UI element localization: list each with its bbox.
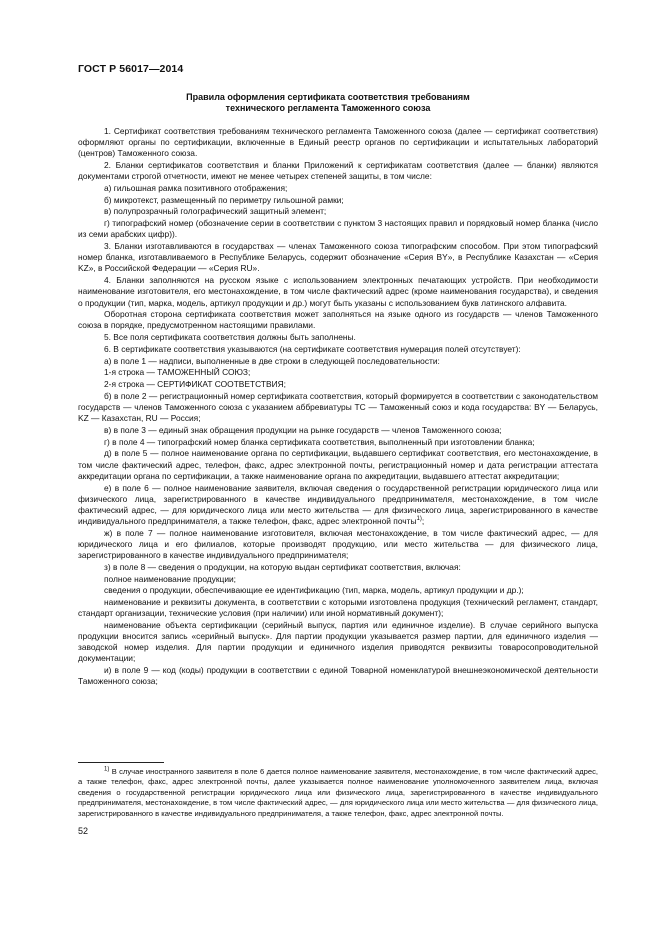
paragraph: наименование объекта сертификации (серийный выпуск, партия или единичное изделие). В случае серийного выпуска продукции вносится запись «серийный выпуск». Для партии продукции указывается размер партии, для единичного изделия — заводской номер изделия. Для партии продукции и единичного изделия приводятся реквизиты товаросопроводительной документации;: [78, 619, 598, 664]
paragraph: 3. Бланки изготавливаются в государствах — членах Таможенного союза типографским способом. При этом типографский номер бланка, изготавливаемого в Республике Беларусь, содержит обозначение «Серия BY», в Республике Казахстан — «Серия KZ», в Российской Федерации — «Серия RU».: [78, 241, 598, 274]
body-text: [78, 126, 598, 688]
title-line-2: технического регламента Таможенного союза: [225, 103, 431, 113]
footnote-reference[interactable]: 1): [416, 516, 422, 523]
paragraph: и) в поле 9 — код (коды) продукции в соответствии с единой Товарной номенклатурой внешнеэкономической деятельности Таможенного союза;: [78, 665, 598, 687]
document-code: ГОСТ Р 56017—2014: [78, 63, 184, 75]
paragraph: г) типографский номер (обозначение серии в соответствии с пунктом 3 настоящих правил и порядковый номер бланка (число из семи арабских цифр)).: [78, 218, 598, 240]
paragraph: 1. Сертификат соответствия требованиям технического регламента Таможенного союза (далее — сертификат соответствия) оформляют органы по сертификации, включенные в Единый реестр органов по сертификации и испытательных лабораторий (центров) Таможенного союза.: [78, 126, 598, 159]
paragraph: Оборотная сторона сертификата соответствия может заполняться на языке одного из государств — членов Таможенного союза в порядке, предусмотренном настоящими правилами.: [78, 309, 598, 331]
paragraph: 6. В сертификате соответствия указываются (на сертификате соответствия нумерация полей отсутствует):: [104, 343, 521, 354]
paragraph: ж) в поле 7 — полное наименование изготовителя, включая местонахождение, в том числе фактический адрес, — для юридического лица и его филиалов, которые производят продукцию, или место жительства — для физического лица, зарегистрированного в качестве индивидуального предпринимателя;: [78, 527, 598, 561]
paragraph: наименование и реквизиты документа, в соответствии с которыми изготовлена продукция (технический регламент, стандарт, стандарт организации, технические условия (при наличии) или иной нормативный документ);: [78, 597, 598, 619]
paragraph: д) в поле 5 — полное наименование органа по сертификации, выдавшего сертификат соответствия, его местонахождение, в том числе фактический адрес, телефон, факс, адрес электронной почты, регистрационный номер и дата регистрации аттестата аккредитации органа по сертификации, а также наименование органа по аккредитации, выдавшего аттестат аккредитации;: [78, 448, 598, 481]
footnote-rule: [78, 762, 164, 763]
paragraph: а) гильошная рамка позитивного отображения;: [104, 182, 288, 193]
paragraph: полное наименование продукции;: [104, 573, 237, 584]
paragraph: 5. Все поля сертификата соответствия должны быть заполнены.: [104, 332, 356, 343]
paragraph: г) в поле 4 — типографский номер бланка сертификата соответствия, выполненный при изготовлении бланка;: [104, 436, 535, 447]
title-line-1: Правила оформления сертификата соответствия требованиям: [186, 92, 470, 102]
paragraph-with-footnote: е) в поле 6 — полное наименование заявителя, включая сведения о государственной регистрации юридического лица или физического лица, зарегистрированного в качестве индивидуального предпринимателя, местонахождение, в том числе фактический адрес, — для юридического лица или место жительства — для физического лица, зарегистрированного в качестве индивидуального предпринимателя, а также телефон, факс, адрес электронной почты$^{1)}$;: [78, 482, 598, 526]
footnote-marker: 1): [104, 766, 110, 773]
page-number: 52: [78, 826, 89, 837]
paragraph: в) полупрозрачный голографический защитный элемент;: [104, 206, 327, 217]
paragraph: в) в поле 3 — единый знак обращения продукции на рынке государств — членов Таможенного союза;: [104, 424, 502, 435]
paragraph: б) микротекст, размещенный по периметру гильошной рамки;: [104, 194, 344, 205]
paragraph: 2. Бланки сертификатов соответствия и бланки Приложений к сертификатам соответствия (далее — бланки) являются документами строгой отчетности, имеют не менее четырех степеней защиты, в том числе:: [78, 160, 598, 182]
paragraph: б) в поле 2 — регистрационный номер сертификата соответствия, который формируется в соответствии с законодательством государств — членов Таможенного союза с указанием аббревиатуры ТС — Таможенный союз и кода государства: BY — Беларусь, KZ — Казахстан, RU — Россия;: [78, 390, 598, 424]
paragraph: з) в поле 8 — сведения о продукции, на которую выдан сертификат соответствия, включая:: [104, 561, 461, 572]
footnote: [78, 762, 598, 836]
paragraph: 4. Бланки заполняются на русском языке с использованием электронных печатающих устройств. При необходимости наименование изготовителя, его местонахождение, в том числе фактический адрес (кроме наименования государства), и сведения о продукции (тип, марка, модель, артикул продукции и др.) могут быть указаны с использованием букв латинского алфавита.: [78, 275, 598, 308]
paragraph: 1-я строка — ТАМОЖЕННЫЙ СОЮЗ;: [104, 367, 251, 378]
footnote-body: В случае иностранного заявителя в поле 6 дается полное наименование заявителя, местонахождение, в том числе фактический адрес, а также телефон, факс, адрес электронной почты, далее указывается полное наименование уполномоченного заявителем лица, включая сведения о государственной регистрации юридического лица или физического лица, зарегистрированного в качестве индивидуального предпринимателя, местонахождение, в том числе фактический адрес, — для юридического лица или место жительства — для физического лица, зарегистрированного в качестве индивидуального предпринимателя, а также телефон, факс, адрес электронной почты.: [78, 767, 598, 818]
paragraph: а) в поле 1 — надписи, выполненные в две строки в следующей последовательности:: [104, 355, 440, 366]
paragraph-text: е) в поле 6 — полное наименование заявителя, включая сведения о государственной регистрации юридического лица или физического лица, зарегистрированного в качестве индивидуального предпринимателя, местонахождение, в том числе фактический адрес, — для юридического лица или место жительства — для физического лица, зарегистрированного в качестве индивидуального предпринимателя, а также телефон, факс, адрес электронной почты: [78, 482, 598, 526]
section-title: [78, 92, 578, 114]
paragraph: 2-я строка — СЕРТИФИКАТ СООТВЕТСТВИЯ;: [104, 379, 286, 390]
paragraph: сведения о продукции, обеспечивающие ее идентификацию (тип, марка, модель, артикул продукции и др.);: [104, 585, 524, 596]
footnote-text: [78, 767, 598, 819]
